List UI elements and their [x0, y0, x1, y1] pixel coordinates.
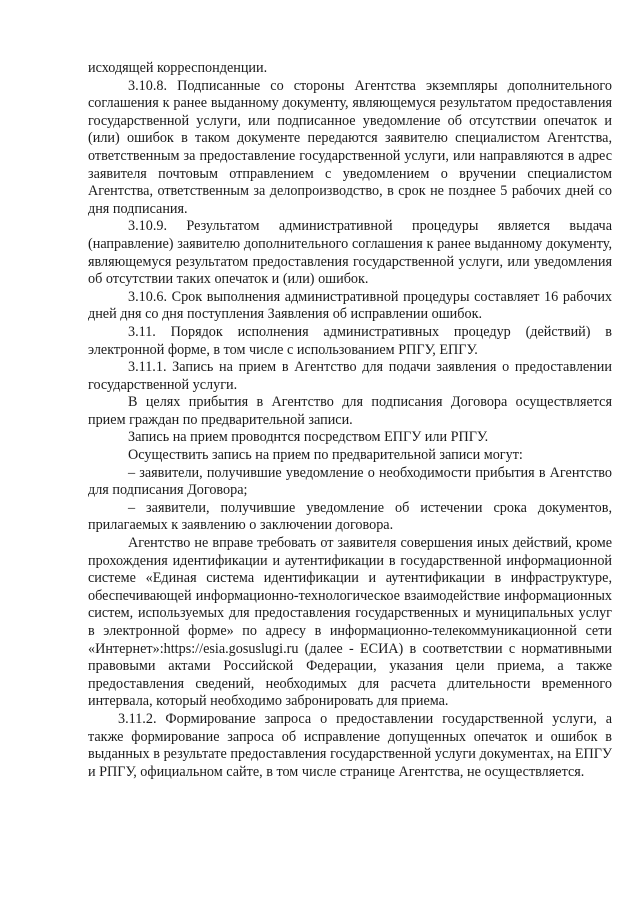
paragraph-3-10-9: 3.10.9. Результатом административной процедуры является выдача (направление) заявителю дополнительного соглашения к ранее выданному документу, являющемуся результатом предоставления государственной услуги, или уведомления об отсутствии таких опечаток и (или) ошибок. [88, 218, 612, 288]
paragraph-appointment-channels: Запись на прием проводнтся посредством ЕПГУ или РПГУ. [128, 429, 489, 446]
document-page [88, 60, 612, 781]
paragraph-who-may-book: Осуществить запись на прием по предварительной записи могут: [128, 447, 523, 464]
list-item-notified-expiry: – заявители, получившие уведомление об истечении срока документов, прилагаемых к заявлению о заключении договора. [88, 499, 612, 534]
paragraph-3-10-8: 3.10.8. Подписанные со стороны Агентства экземпляры дополнительного соглашения к ранее выданному документу, являющемуся результатом предоставления государственной услуги, или подписанное уведомление об отсутствии опечаток и (или) ошибок в таком документе передаются заявителю специалистом Агентства, ответственным за предоставление государственной услуги, или направляются в адрес заявителя почтовым отправлением с уведомлением о вручении специалистом Агентства, ответственным за делопроизводство, в срок не позднее 5 рабочих дней со дня подписания. [88, 77, 612, 217]
paragraph-appointment-purpose: В целях прибытия в Агентство для подписания Договора осуществляется прием граждан по предварительной записи. [88, 394, 612, 428]
paragraph-agency-restrictions: Агентство не вправе требовать от заявителя совершения иных действий, кроме прохождения идентификации и аутентификации в государственной информационной системе «Единая система идентификации и аутентификации в инфраструктуре, обеспечивающей информационно-технологическое взаимодействие информационных систем, используемых для предоставления государственных и муниципальных услуг в электронной форме» по адресу в информационно-телекоммуникационной сети «Интернет»:https://esia.gosuslugi.ru (далее - ЕСИА) в соответствии с нормативными правовыми актами Российской Федерации, указания цели приема, а также предоставления сведений, необходимых для расчета длительности временного интервала, который необходимо забронировать для приема. [88, 535, 612, 710]
paragraph-continuation: исходящей корреспонденции. [88, 60, 268, 76]
paragraph-3-11: 3.11. Порядок исполнения административных процедур (действий) в электронной форме, в том числе с использованием РПГУ, ЕПГУ. [88, 323, 612, 358]
paragraph-3-11-1: 3.11.1. Запись на прием в Агентство для подачи заявления о предоставлении государственной услуги. [88, 359, 612, 393]
paragraph-3-10-6: 3.10.6. Срок выполнения административной процедуры составляет 16 рабочих дней дня со дня поступления Заявления об исправлении ошибок. [88, 288, 612, 323]
list-item-notified-arrival: – заявители, получившие уведомление о необходимости прибытия в Агентство для подписания Договора; [88, 464, 612, 499]
paragraph-3-11-2: 3.11.2. Формирование запроса о предоставлении государственной услуги, а также формирование запроса об исправление допущенных опечаток и ошибок в выданных в результате предоставления государственной услуги документах, на ЕПГУ и РПГУ, официальном сайте, в том числе странице Агентства, не осуществляется. [88, 710, 612, 780]
